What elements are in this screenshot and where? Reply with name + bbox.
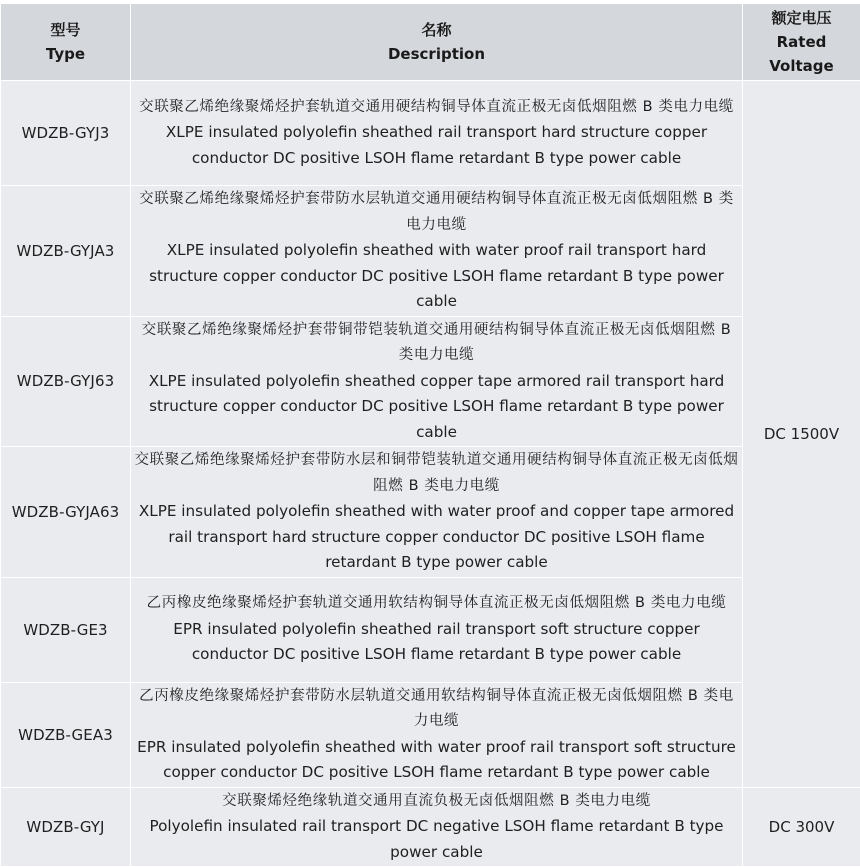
header-volt-en-1: Rated	[745, 30, 858, 54]
cell-type: WDZB-GYJ63	[1, 316, 131, 447]
cell-type: WDZB-GE3	[1, 577, 131, 682]
table-row	[1, 682, 860, 787]
description-cn: 交联聚烯烃绝缘轨道交通用直流负极无卤低烟阻燃 B 类电力电缆	[133, 789, 740, 815]
cell-type: WDZB-GEA3	[1, 682, 131, 787]
cell-description	[131, 577, 743, 682]
cable-spec-table	[0, 3, 860, 867]
header-desc-en: Description	[133, 42, 740, 66]
cell-description	[131, 316, 743, 447]
description-cn: 交联聚乙烯绝缘聚烯烃护套轨道交通用硬结构铜导体直流正极无卤低烟阻燃 B 类电力电缆	[133, 95, 740, 121]
header-type-en: Type	[3, 42, 128, 66]
cell-description	[131, 186, 743, 317]
cell-description	[131, 682, 743, 787]
table-row	[1, 577, 860, 682]
table-row	[1, 787, 860, 867]
cell-type: WDZB-GYJ	[1, 787, 131, 867]
description-cn: 乙丙橡皮绝缘聚烯烃护套带防水层轨道交通用软结构铜导体直流正极无卤低烟阻燃 B 类电力电缆	[133, 684, 740, 735]
description-cn: 乙丙橡皮绝缘聚烯烃护套轨道交通用软结构铜导体直流正极无卤低烟阻燃 B 类电力电缆	[133, 591, 740, 617]
description-en: Polyolefin insulated rail transport DC negative LSOH flame retardant B type power cable	[133, 814, 740, 865]
table-header-row	[1, 4, 860, 81]
cell-type: WDZB-GYJ3	[1, 81, 131, 186]
description-en: EPR insulated polyolefin sheathed with water proof rail transport soft structure copper conductor DC positive LSOH flame retardant B type power cable	[133, 735, 740, 786]
description-en: XLPE insulated polyolefin sheathed copper tape armored rail transport hard structure copper conductor DC positive LSOH flame retardant B type power cable	[133, 369, 740, 446]
description-en: XLPE insulated polyolefin sheathed with water proof and copper tape armored rail transport hard structure copper conductor DC positive LSOH flame retardant B type power cable	[133, 499, 740, 576]
header-description	[131, 4, 743, 81]
description-en: EPR insulated polyolefin sheathed rail transport soft structure copper conductor DC positive LSOH flame retardant B type power cable	[133, 617, 740, 668]
table-row	[1, 81, 860, 186]
cell-description	[131, 81, 743, 186]
table-row	[1, 186, 860, 317]
table-row	[1, 447, 860, 578]
cell-voltage-dc300: DC 300V	[743, 787, 860, 867]
header-volt-cn: 额定电压	[745, 6, 858, 30]
header-rated-voltage	[743, 4, 860, 81]
header-type	[1, 4, 131, 81]
cell-voltage-dc1500: DC 1500V	[743, 81, 860, 788]
description-cn: 交联聚乙烯绝缘聚烯烃护套带防水层轨道交通用硬结构铜导体直流正极无卤低烟阻燃 B 类电力电缆	[133, 187, 740, 238]
description-cn: 交联聚乙烯绝缘聚烯烃护套带铜带铠装轨道交通用硬结构铜导体直流正极无卤低烟阻燃 B 类电力电缆	[133, 318, 740, 369]
description-en: XLPE insulated polyolefin sheathed with water proof rail transport hard structure copper conductor DC positive LSOH flame retardant B type power cable	[133, 238, 740, 315]
header-desc-cn: 名称	[133, 18, 740, 42]
header-type-cn: 型号	[3, 18, 128, 42]
description-en: XLPE insulated polyolefin sheathed rail transport hard structure copper conductor DC positive LSOH flame retardant B type power cable	[133, 120, 740, 171]
cell-description	[131, 787, 743, 867]
table-row	[1, 316, 860, 447]
cell-type: WDZB-GYJA63	[1, 447, 131, 578]
header-volt-en-2: Voltage	[745, 54, 858, 78]
cell-type: WDZB-GYJA3	[1, 186, 131, 317]
cell-description	[131, 447, 743, 578]
description-cn: 交联聚乙烯绝缘聚烯烃护套带防水层和铜带铠装轨道交通用硬结构铜导体直流正极无卤低烟阻燃 B 类电力电缆	[133, 448, 740, 499]
